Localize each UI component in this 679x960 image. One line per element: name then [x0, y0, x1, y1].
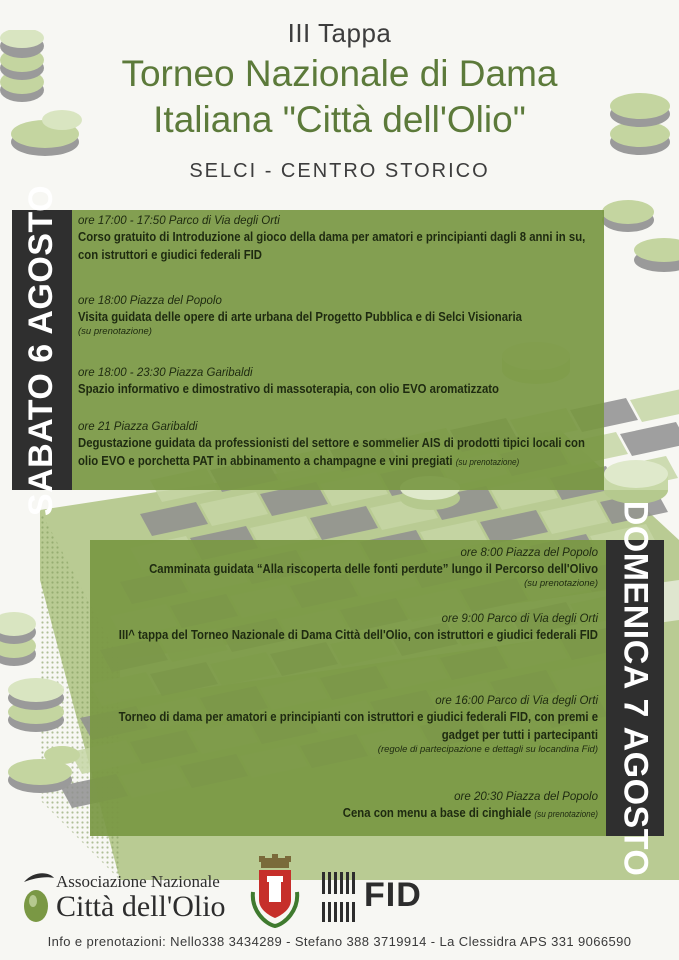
event-note: (regole di partecipazione e dettagli su locandina Fid): [377, 744, 598, 755]
event-description-text: Cena con menu a base di cinghiale: [342, 805, 532, 820]
event-time: ore 21 Piazza Garibaldi: [78, 421, 198, 433]
event-description: Spazio informativo e dimostrativo di massoterapia, con olio EVO aromatizzato: [78, 381, 499, 396]
contact-info: Info e prenotazioni: Nello338 3434289 - Stefano 388 3719914 - La Clessidra APS 331 9066590: [47, 934, 632, 949]
municipal-crest-icon: [247, 852, 303, 932]
page-title-line2: Italiana "Città dell'Olio": [153, 99, 526, 140]
location-label: SELCI - CENTRO STORICO: [189, 160, 490, 182]
coin-stack-icon: [0, 610, 90, 800]
event-description: Corso gratuito di Introduzione al gioco della dama per amatori e principianti dagli 8 anni in su, con istruttori e giudici federali FID: [78, 229, 586, 262]
event-item: [78, 420, 598, 470]
event-time: ore 16:00 Parco di Via degli Orti: [435, 695, 598, 707]
event-note: (su prenotazione): [78, 326, 152, 337]
event-description-text: Degustazione guidata da professionisti del settore e sommelier AIS di prodotti tipici locali con olio EVO e porchetta PAT in abbinamento a champagne e vini pregiati: [78, 435, 585, 468]
saturday-panel: [12, 184, 604, 516]
sunday-panel: [90, 500, 664, 876]
event-note: (su prenotazione): [534, 809, 598, 820]
event-description: [84, 804, 598, 822]
event-item: [98, 546, 598, 590]
event-description: Visita guidata delle opere di arte urbana del Progetto Pubblica e di Selci Visionaria: [78, 309, 522, 324]
fid-text: FID: [364, 876, 422, 914]
event-item: [98, 790, 598, 822]
event-description: III^ tappa del Torneo Nazionale di Dama Città dell'Olio, con istruttori e giudici federali FID: [118, 627, 599, 642]
event-time: ore 17:00 - 17:50 Parco di Via degli Orti: [78, 215, 280, 227]
fid-logo: [320, 868, 430, 926]
olive-icon: [16, 868, 56, 926]
event-time: ore 18:00 - 23:30 Piazza Garibaldi: [78, 367, 253, 379]
fid-emblem-icon: [320, 868, 360, 926]
saturday-date-label: SABATO 6 AGOSTO: [22, 184, 61, 516]
association-name-line2: Città dell'Olio: [56, 890, 226, 923]
sunday-date-label: DOMENICA 7 AGOSTO: [616, 500, 655, 876]
event-description: [78, 434, 592, 470]
stage-label: III Tappa: [287, 18, 392, 48]
event-item: [78, 366, 598, 398]
event-item: [98, 694, 598, 756]
saturday-date-band: [12, 184, 72, 516]
checker-square: [630, 388, 679, 422]
event-description: Torneo di dama per amatori e principianti con istruttori e giudici federali FID, con premi e gadget per tutti i partecipanti: [118, 709, 598, 742]
sunday-date-band: [606, 500, 664, 876]
event-time: ore 8:00 Piazza del Popolo: [460, 547, 598, 559]
event-item: [78, 214, 598, 264]
association-name-line1: Associazione Nazionale: [56, 872, 220, 891]
checker-square: [620, 422, 679, 456]
event-item: [98, 612, 598, 644]
page-title: Torneo Nazionale di Dama: [121, 53, 558, 94]
event-note: (su prenotazione): [524, 578, 598, 589]
event-description: Camminata guidata “Alla riscoperta delle fonti perdute” lungo il Percorso dell'Olivo: [149, 561, 598, 576]
event-time: ore 9:00 Parco di Via degli Orti: [441, 613, 598, 625]
event-time: ore 18:00 Piazza del Popolo: [78, 295, 222, 307]
event-time: ore 20:30 Piazza del Popolo: [454, 791, 598, 803]
event-note: (su prenotazione): [455, 457, 520, 468]
event-item: [78, 294, 598, 338]
checker-piece-icon: [604, 460, 668, 504]
association-logo: [16, 868, 240, 926]
